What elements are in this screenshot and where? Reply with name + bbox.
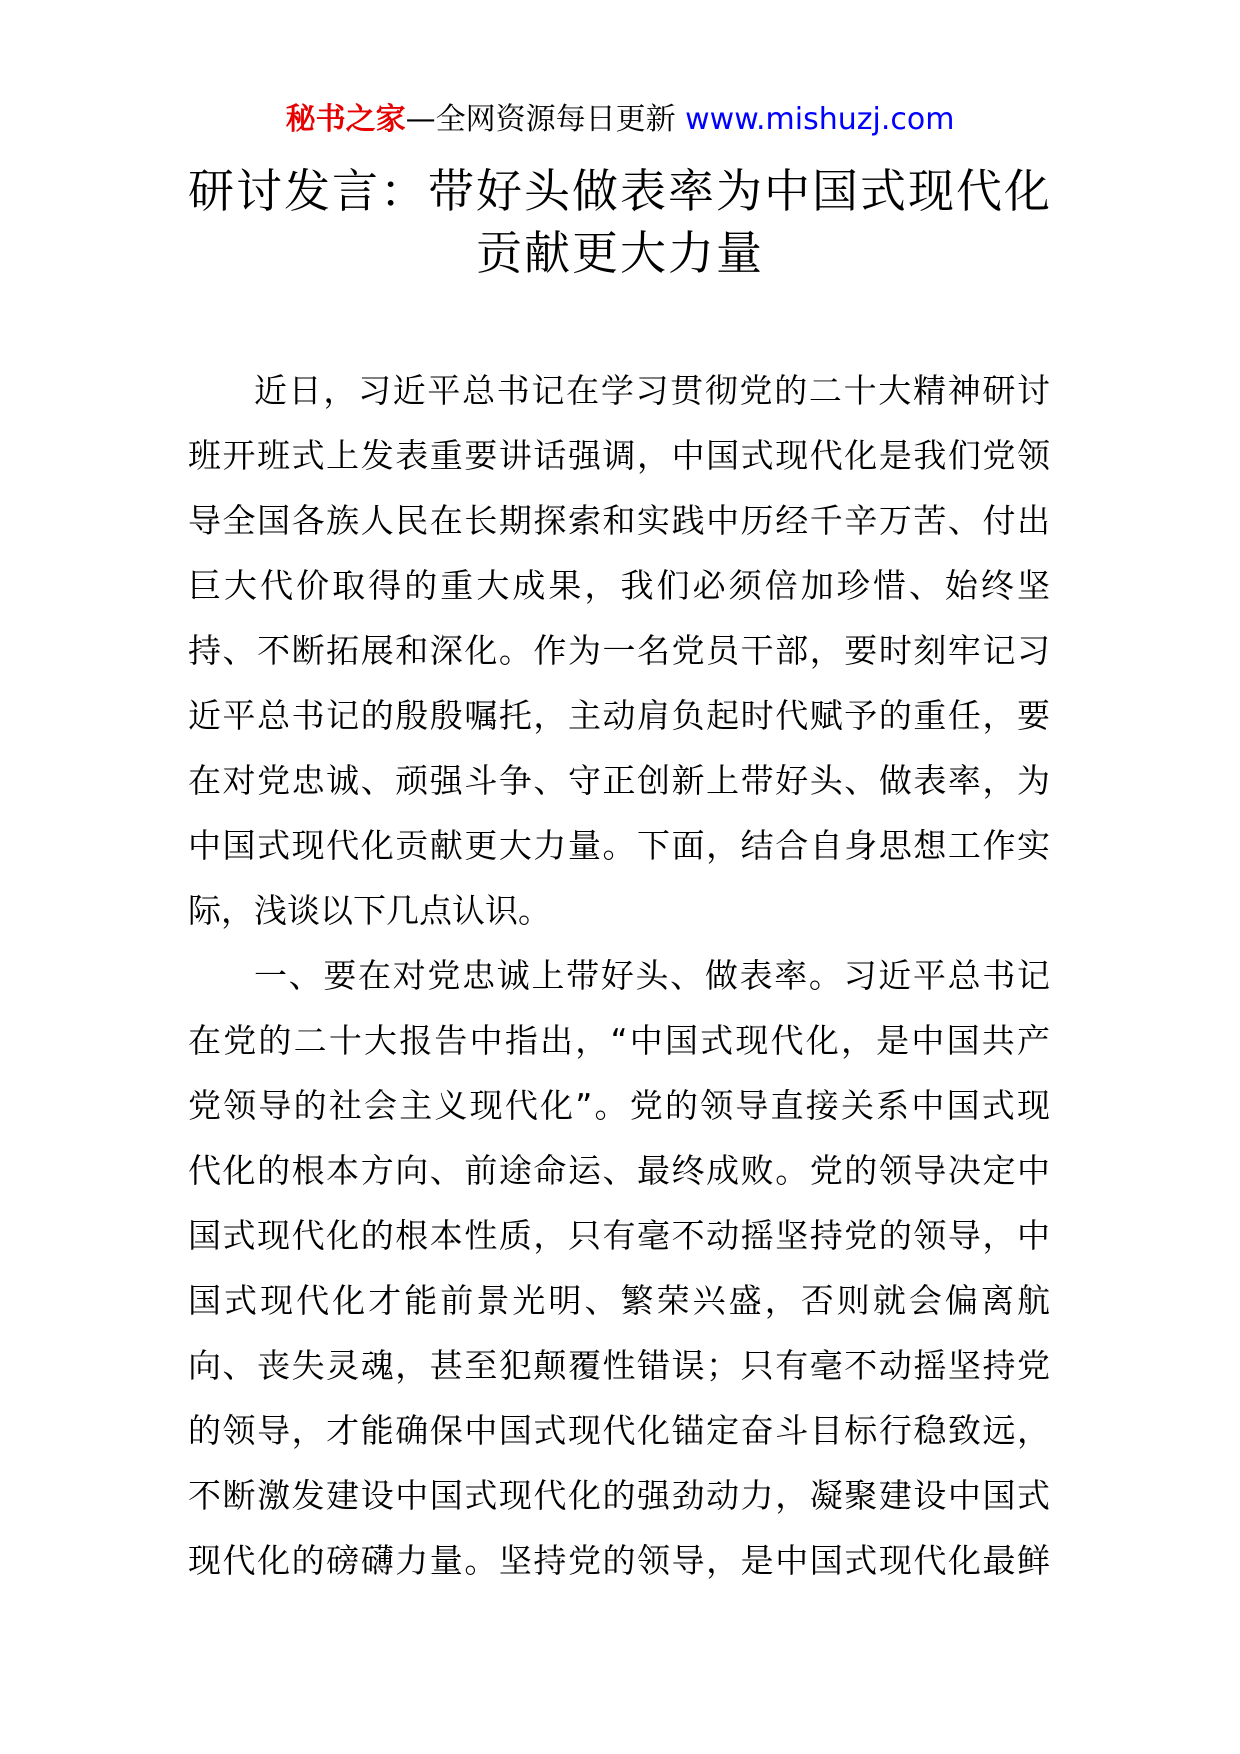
site-brand: 秘书之家 <box>285 102 406 137</box>
text-line: 的领导，才能确保中国式现代化锚定奋斗目标行稳致远， <box>188 1411 1050 1450</box>
text-line: 党领导的社会主义现代化”。党的领导直接关系中国式现 <box>188 1086 1050 1125</box>
paragraph-intro <box>188 358 1050 943</box>
text-line: 班开班式上发表重要讲话强调，中国式现代化是我们党领 <box>188 436 1050 475</box>
text-line: 中国式现代化贡献更大力量。下面，结合自身思想工作实 <box>188 826 1050 865</box>
text-line: 巨大代价取得的重大成果，我们必须倍加珍惜、始终坚 <box>188 566 1050 605</box>
text-line: 持、不断拓展和深化。作为一名党员干部，要时刻牢记习 <box>188 631 1050 670</box>
site-url-link[interactable]: www.mishuzj.com <box>685 102 955 137</box>
text-line: 国式现代化才能前景光明、繁荣兴盛，否则就会偏离航 <box>188 1281 1050 1320</box>
site-header <box>0 100 1240 140</box>
document-title <box>0 160 1240 284</box>
text-line: 不断激发建设中国式现代化的强劲动力，凝聚建设中国式 <box>188 1476 1050 1515</box>
text-line: 代化的根本方向、前途命运、最终成败。党的领导决定中 <box>188 1151 1050 1190</box>
text-line: 现代化的磅礴力量。坚持党的领导，是中国式现代化最鲜 <box>188 1541 1050 1580</box>
title-line: 贡献更大力量 <box>476 226 764 280</box>
text-line: 在党的二十大报告中指出，“中国式现代化，是中国共产 <box>188 1021 1050 1060</box>
text-line: 导全国各族人民在长期探索和实践中历经千辛万苦、付出 <box>188 501 1050 540</box>
text-line: 在对党忠诚、顽强斗争、守正创新上带好头、做表率，为 <box>188 761 1050 800</box>
text-line: 际，浅谈以下几点认识。 <box>188 891 551 930</box>
document-body <box>188 358 1050 1593</box>
text-line: 向、丧失灵魂，甚至犯颠覆性错误；只有毫不动摇坚持党 <box>188 1346 1050 1385</box>
text-line: 国式现代化的根本性质，只有毫不动摇坚持党的领导，中 <box>188 1216 1050 1255</box>
text-line: 近平总书记的殷殷嘱托，主动肩负起时代赋予的重任，要 <box>188 696 1050 735</box>
title-line: 研讨发言：带好头做表率为中国式现代化 <box>188 164 1052 218</box>
paragraph-section-one <box>188 943 1050 1593</box>
text-line: 近日，习近平总书记在学习贯彻党的二十大精神研讨 <box>254 371 1050 410</box>
site-slogan: —全网资源每日更新 <box>405 102 676 137</box>
text-line: 一、要在对党忠诚上带好头、做表率。习近平总书记 <box>254 956 1050 995</box>
